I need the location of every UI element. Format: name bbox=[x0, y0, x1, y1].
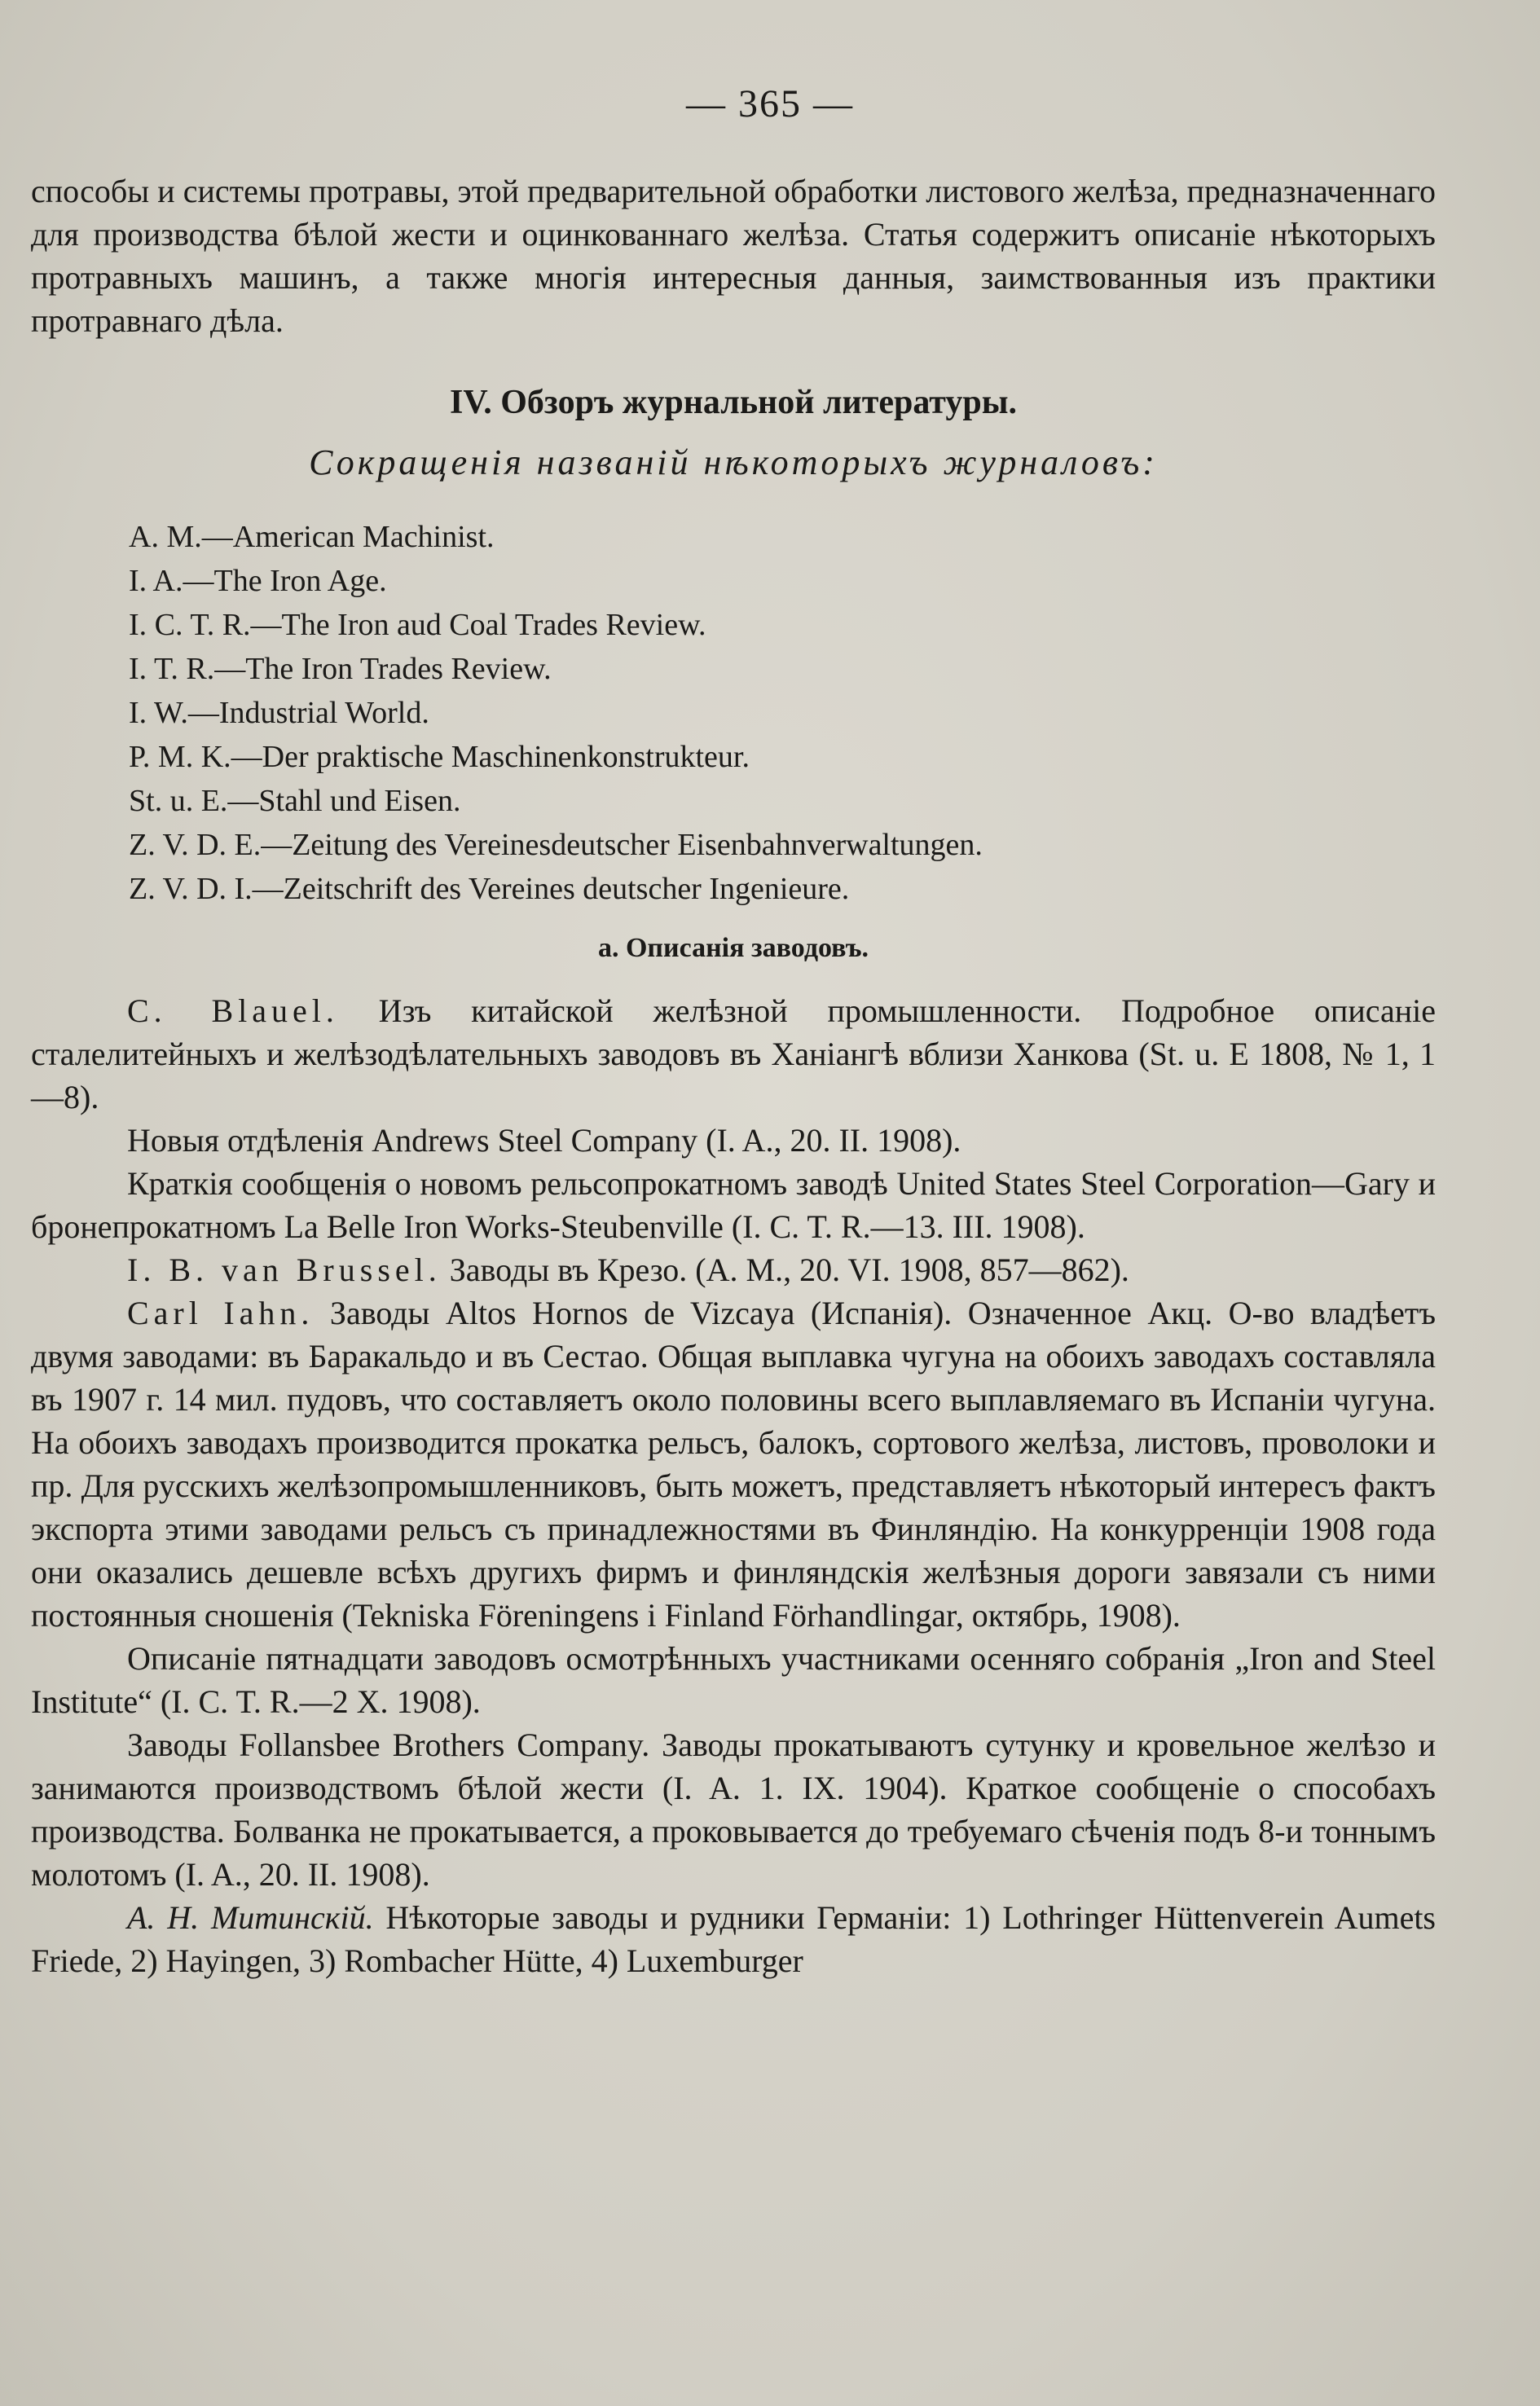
entry-text: Краткія сообщенія о новомъ рельсопрокатномъ заводѣ United States Steel Corporation—Gary и бронепрокатномъ La Belle Iron Works-Steubenville (I. C. T. R.—13. III. 1908). bbox=[31, 1165, 1436, 1245]
abbreviation-item: Z. V. D. I.—Zeitschrift des Vereines deutscher Ingenieure. bbox=[129, 872, 850, 906]
entry-paragraph bbox=[31, 1637, 1436, 1723]
entry-text: Нѣкоторые заводы и рудники Германіи: 1) Lothringer Hüttenverein Aumets Friede, 2) Hayingen, 3) Rombacher Hütte, 4) Luxemburger bbox=[31, 1899, 1437, 1979]
entry-text: Изъ китайской желѣзной промышленности. Подробное описаніе сталелитейныхъ и желѣзодѣлательныхъ заводовъ въ Ханіангѣ вблизи Ханкова (St. u. E 1808, № 1, 1—8). bbox=[31, 992, 1436, 1115]
entry-text: Новыя отдѣленія Andrews Steel Company (I. A., 20. II. 1908). bbox=[127, 1122, 961, 1159]
section-title: IV. Обзоръ журнальной литературы. bbox=[450, 384, 1017, 421]
entry-text: Описаніе пятнадцати заводовъ осмотрѣнныхъ участниками осенняго собранія „Iron and Steel Institute“ (I. C. T. R.—2 X. 1908). bbox=[31, 1640, 1436, 1720]
abbreviation-item: A. M.—American Machinist. bbox=[129, 520, 495, 554]
entries-list bbox=[31, 989, 1436, 1982]
intro-paragraph: способы и системы протравы, этой предварительной обработки листового желѣза, предназначеннаго для производства бѣлой жести и оцинкованнаго желѣза. Статья содержитъ описаніе нѣкоторыхъ протравныхъ машинъ, а также многія интересныя данныя, заимствованныя изъ практики протравнаго дѣла. bbox=[31, 173, 1436, 339]
subsection-title: a. Описанія заводовъ. bbox=[597, 933, 869, 963]
entry-paragraph bbox=[31, 1291, 1436, 1637]
entry-paragraph bbox=[31, 989, 1436, 1119]
entry-paragraph bbox=[31, 1896, 1436, 1982]
entry-text: Заводы Follansbee Brothers Company. Заводы прокатываютъ сутунку и кровельное желѣзо и занимаются производствомъ бѣлой жести (I. A. 1. IX. 1904). Краткое сообщеніе о способахъ производства. Болванка не прокатывается, а проковывается до требуемаго сѣченія подъ 8-и тоннымъ молотомъ (I. A., 20. II. 1908). bbox=[31, 1726, 1436, 1893]
abbreviation-item: I. T. R.—The Iron Trades Review. bbox=[129, 652, 552, 686]
abbreviation-item: I. C. T. R.—The Iron aud Coal Trades Review. bbox=[129, 608, 706, 642]
entry-text: Заводы Altos Hornos de Vizcaya (Испанія). Означенное Акц. О-во владѣетъ двумя заводами: въ Баракальдо и въ Сестао. Общая выплавка чугуна на обоихъ заводахъ составляла въ 1907 г. 14 мил. пудовъ, что составляетъ около половины всего выплавляемаго въ Испаніи чугуна. На обоихъ заводахъ производится прокатка рельсъ, балокъ, сортового желѣза, листовъ, проволоки и пр. Для русскихъ желѣзопромышленниковъ, быть можетъ, представляетъ нѣкоторый интересъ фактъ экспорта этими заводами рельсъ съ принадлежностями въ Финляндію. На конкурренціи 1908 года они оказались дешевле всѣхъ другихъ фирмъ и финляндскія желѣзныя дороги завязали съ ними постоянныя сношенія (Tekniska Föreningens i Finland Förhandlingar, октябрь, 1908). bbox=[31, 1295, 1436, 1634]
entry-author: А. Н. Митинскій. bbox=[127, 1899, 374, 1936]
abbreviations-title: Сокращенія названій нѣкоторыхъ журналовъ: bbox=[309, 442, 1158, 482]
page-content bbox=[31, 169, 1436, 1982]
abbreviation-item: I. A.—The Iron Age. bbox=[129, 564, 387, 598]
entry-author: Carl Iahn. bbox=[127, 1295, 315, 1331]
page-number: — 365 — bbox=[686, 82, 854, 125]
entry-author: I. B. van Brussel. bbox=[127, 1251, 442, 1288]
entry-paragraph bbox=[31, 1162, 1436, 1248]
abbreviation-item: P. M. K.—Der praktische Maschinenkonstrukteur. bbox=[129, 740, 750, 774]
abbreviation-item: Z. V. D. E.—Zeitung des Vereinesdeutscher Eisenbahnverwaltungen. bbox=[129, 828, 983, 862]
abbreviation-item: St. u. E.—Stahl und Eisen. bbox=[129, 784, 461, 818]
abbreviation-item: I. W.—Industrial World. bbox=[129, 696, 429, 730]
entry-author: C. Blauel. bbox=[127, 992, 339, 1029]
entry-paragraph bbox=[31, 1248, 1436, 1291]
abbreviations-list bbox=[129, 515, 1436, 911]
entry-text: Заводы въ Крезо. (A. M., 20. VI. 1908, 857—862). bbox=[441, 1251, 1129, 1288]
entry-paragraph bbox=[31, 1119, 1436, 1162]
entry-paragraph bbox=[31, 1723, 1436, 1896]
